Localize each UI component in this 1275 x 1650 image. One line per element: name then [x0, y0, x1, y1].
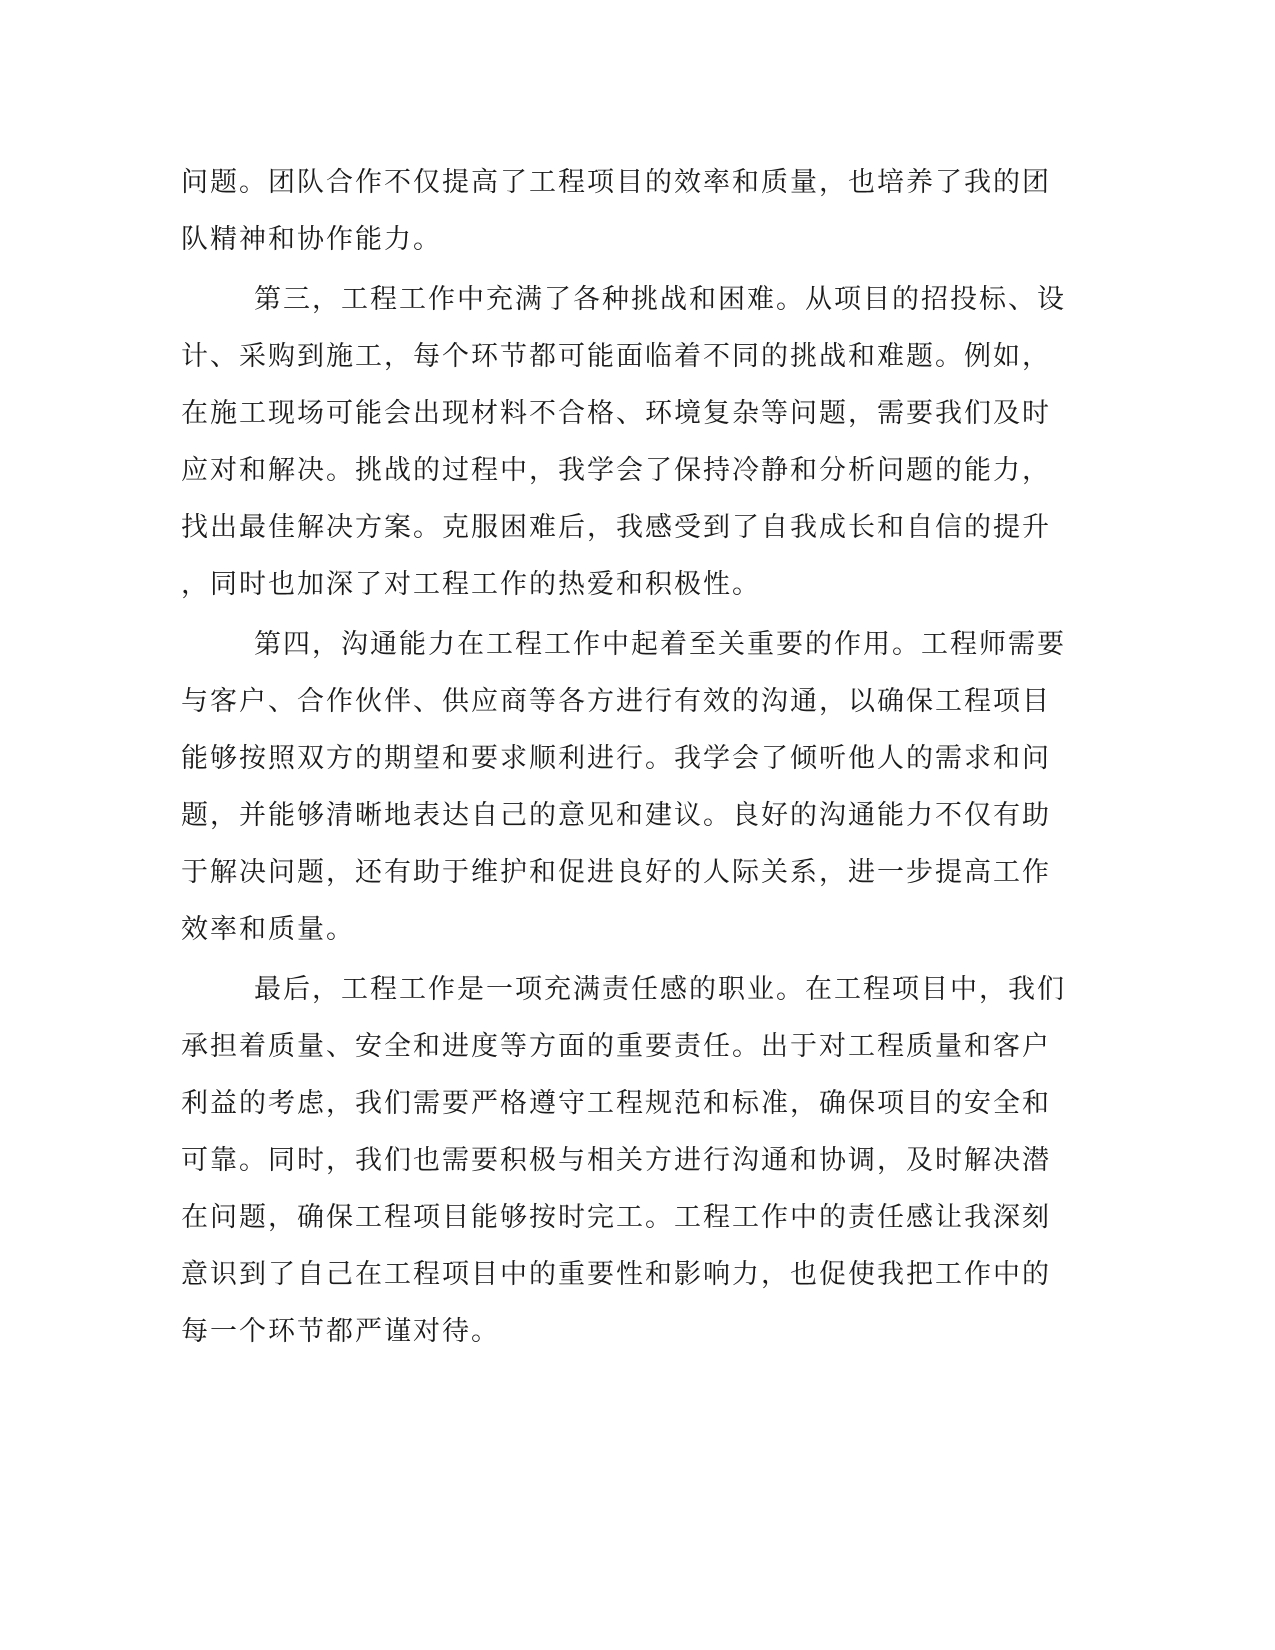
body-text: [181, 154, 1066, 1360]
text-line: 可靠。同时，我们也需要积极与相关方进行沟通和协调，及时解决潜: [181, 1145, 1051, 1176]
text-line: 意识到了自己在工程项目中的重要性和影响力，也促使我把工作中的: [181, 1259, 1051, 1290]
text-line: 题，并能够清晰地表达自己的意见和建议。良好的沟通能力不仅有助: [181, 800, 1051, 831]
text-line: 问题。团队合作不仅提高了工程项目的效率和质量，也培养了我的团: [181, 167, 1051, 198]
paragraph-first-line: 最后，工程工作是一项充满责任感的职业。在工程项目中，我们: [254, 974, 1066, 1005]
text-line: 利益的考虑，我们需要严格遵守工程规范和标准，确保项目的安全和: [181, 1088, 1051, 1119]
text-line: 与客户、合作伙伴、供应商等各方进行有效的沟通，以确保工程项目: [181, 686, 1051, 717]
text-line: 于解决问题，还有助于维护和促进良好的人际关系，进一步提高工作: [181, 857, 1051, 888]
text-line: 计、采购到施工，每个环节都可能面临着不同的挑战和难题。例如，: [181, 341, 1051, 372]
text-line: 应对和解决。挑战的过程中，我学会了保持冷静和分析问题的能力，: [181, 455, 1051, 486]
text-line: 效率和质量。: [181, 914, 355, 945]
text-line: 在问题，确保工程项目能够按时完工。工程工作中的责任感让我深刻: [181, 1202, 1051, 1233]
text-line: 能够按照双方的期望和要求顺利进行。我学会了倾听他人的需求和问: [181, 743, 1051, 774]
text-line: 找出最佳解决方案。克服困难后，我感受到了自我成长和自信的提升: [181, 512, 1051, 543]
text-line: ，同时也加深了对工程工作的热爱和积极性。: [181, 569, 761, 600]
paragraph-first-line: 第四，沟通能力在工程工作中起着至关重要的作用。工程师需要: [254, 629, 1066, 660]
text-line: 承担着质量、安全和进度等方面的重要责任。出于对工程质量和客户: [181, 1031, 1051, 1062]
text-line: 每一个环节都严谨对待。: [181, 1316, 500, 1347]
paragraph-first-line: 第三，工程工作中充满了各种挑战和困难。从项目的招投标、设: [254, 284, 1066, 315]
text-line: 队精神和协作能力。: [181, 224, 442, 255]
text-line: 在施工现场可能会出现材料不合格、环境复杂等问题，需要我们及时: [181, 398, 1051, 429]
